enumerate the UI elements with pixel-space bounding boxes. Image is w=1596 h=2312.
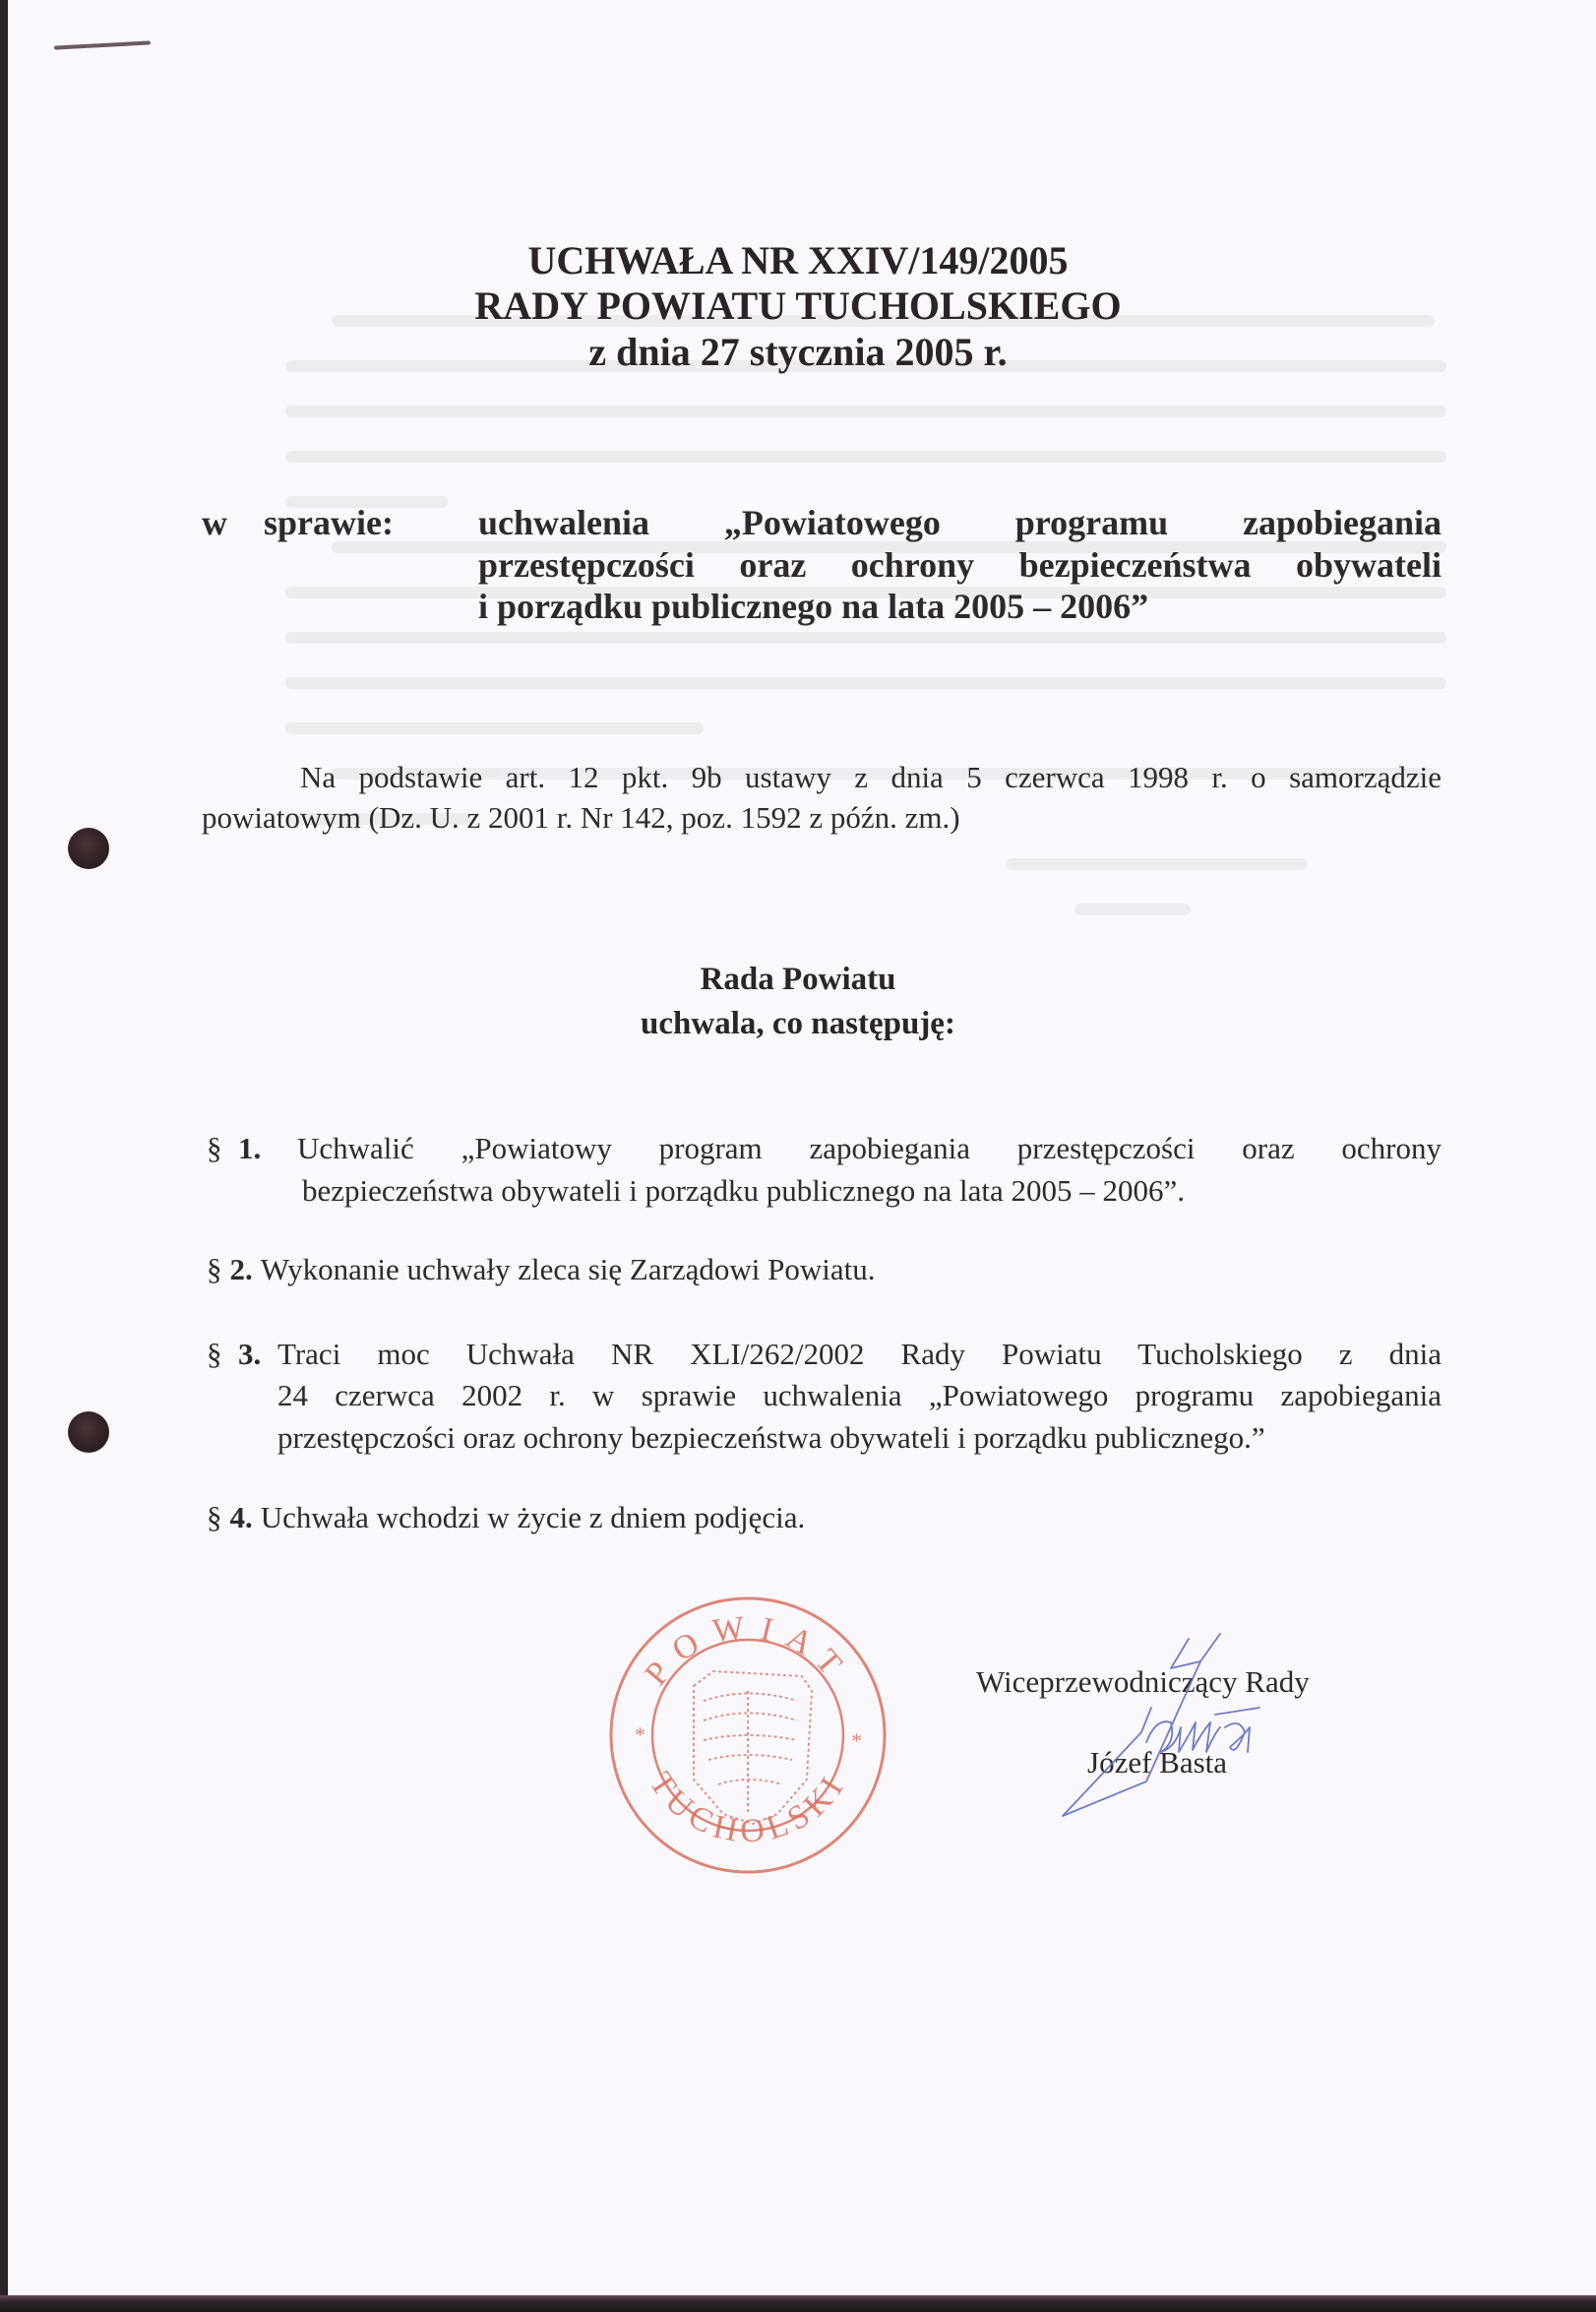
handwritten-signature (1053, 1624, 1289, 1821)
pen-mark (54, 40, 151, 49)
subject-text-1: uchwalenia „Powiatowego programu zapobiegania (478, 503, 1442, 542)
show-through-texture (285, 315, 1446, 1024)
paragraph-number: 4. (229, 1500, 253, 1534)
section-sign: § (207, 1337, 222, 1371)
paragraph-3-line-3: przestępczości oraz ochrony bezpieczeństwa obywateli i porządku publicznego.” (277, 1420, 1265, 1455)
official-stamp (605, 1593, 890, 1878)
paragraph-3-line-2: 24 czerwca 2002 r. w sprawie uchwalenia „Powiatowego programu zapobiegania (277, 1378, 1442, 1412)
section-sign: § (207, 1500, 222, 1534)
subject-line-1 (202, 504, 1442, 541)
stamp-star-right: * (851, 1728, 862, 1753)
punch-hole-lower (68, 1411, 109, 1453)
paragraph-number: 1. (238, 1131, 262, 1165)
paragraph-1-line-1: Uchwalić „Powiatowy program zapobiegania przestępczości oraz ochrony (297, 1131, 1442, 1165)
legal-basis-line-1: Na podstawie art. 12 pkt. 9b ustawy z dnia 5 czerwca 1998 r. o samorządzie (300, 760, 1442, 794)
paragraph-2 (207, 1251, 876, 1288)
section-sign: § (207, 1252, 222, 1286)
legal-basis-line-2: powiatowym (Dz. U. z 2001 r. Nr 142, poz. 1592 z późn. zm.) (202, 800, 960, 835)
paragraph-number: 3. (238, 1337, 262, 1371)
paragraph-3-line-1: Traci moc Uchwała NR XLI/262/2002 Rady Powiatu Tucholskiego z dnia (277, 1337, 1442, 1371)
resolution-date: z dnia 27 stycznia 2005 r. (588, 330, 1008, 374)
paragraph-1-line-2: bezpieczeństwa obywateli i porządku publicznego na lata 2005 – 2006”. (302, 1173, 1185, 1208)
punch-hole-upper (68, 828, 109, 869)
subject-label: w sprawie: (202, 503, 394, 542)
signatory-name: Józef Basta (1087, 1745, 1228, 1780)
paragraph-4 (207, 1499, 805, 1536)
subject-line-2: przestępczości oraz ochrony bezpieczeństwa obywateli (478, 545, 1442, 585)
stamp-top-text: POWIAT (638, 1608, 858, 1693)
paragraph-4-line-1: Uchwała wchodzi w życie z dniem podjęcia. (260, 1500, 806, 1534)
scan-edge-bottom (0, 2295, 1596, 2312)
subject-line-3: i porządku publicznego na lata 2005 – 2006” (478, 587, 1149, 626)
paragraph-number: 2. (229, 1252, 253, 1286)
signatory-role: Wiceprzewodniczący Rady (976, 1664, 1310, 1699)
paragraph-2-line-1: Wykonanie uchwały zleca się Zarządowi Powiatu. (260, 1252, 876, 1286)
paragraph-3 (207, 1336, 1442, 1373)
stamp-star-left: * (635, 1722, 645, 1747)
stamp-bottom-text: TUCHOLSKI (642, 1766, 854, 1850)
enacting-formula: uchwala, co następuję: (641, 1006, 955, 1041)
section-sign: § (207, 1131, 222, 1165)
issuing-body: RADY POWIATU TUCHOLSKIEGO (474, 283, 1122, 328)
enacting-body: Rada Powiatu (700, 962, 896, 997)
paragraph-1 (207, 1130, 1442, 1167)
resolution-number: UCHWAŁA NR XXIV/149/2005 (527, 238, 1069, 282)
